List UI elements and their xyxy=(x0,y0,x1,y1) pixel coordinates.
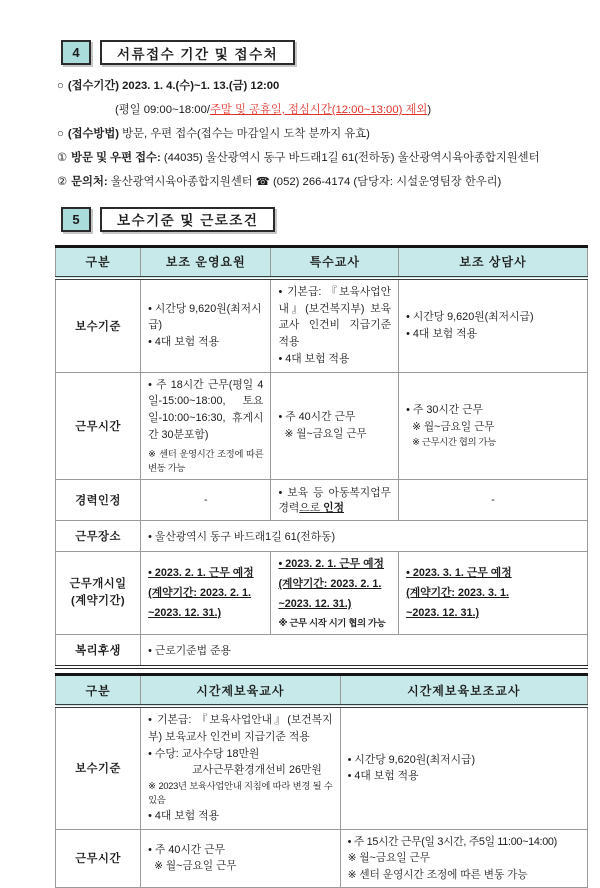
section-5-title: 보수기준 및 근로조건 xyxy=(100,207,275,232)
row-label-working-hours: 근무시간 xyxy=(56,372,141,480)
cell-hours-parttime-assistant: • 주 15시간 근무(일 3시간, 주5일 11:00~14:00) ※ 월~금요일 근무 ※ 센터 운영시간 조정에 따른 변동 가능 xyxy=(340,829,587,888)
col-header-parttime-teacher: 시간제보육교사 xyxy=(141,675,341,707)
contact-label: 문의처: xyxy=(71,175,108,188)
phone-icon: ☎ xyxy=(255,175,270,188)
reception-hours-line xyxy=(115,102,588,119)
row-label-workplace: 근무장소 xyxy=(56,521,141,552)
visit-mail-label: 방문 및 우편 접수: xyxy=(71,151,161,164)
cell-hours-counselor: • 주 30시간 근무 ※ 월~금요일 근무 ※ 근무시간 협의 가능 xyxy=(399,372,588,480)
cell-hours-operator: • 주 18시간 근무(평일 4일-15:00~18:00, 토요일-10:00~16:30, 휴게시간 30분포함) ※ 센터 운영시간 조정에 따른 변동 가능 xyxy=(141,372,271,480)
row-label-pay-standard: 보수기준 xyxy=(56,278,141,373)
cell-career-operator: - xyxy=(141,480,271,521)
reception-period-line xyxy=(57,78,588,95)
pay-conditions-table xyxy=(55,245,588,669)
col-header-special-teacher: 특수교사 xyxy=(271,246,399,278)
table-row xyxy=(56,635,588,668)
col-header-parttime-assistant-teacher: 시간제보육보조교사 xyxy=(340,675,587,707)
section-5-number-box: 5 xyxy=(61,207,91,232)
col-header-category: 구분 xyxy=(56,675,141,707)
cell-start-counselor: • 2023. 3. 1. 근무 예정 (계약기간: 2023. 3. 1. ~2023. 12. 31.) xyxy=(399,552,588,635)
table-row xyxy=(56,521,588,552)
visit-mail-address: (44035) 울산광역시 동구 바드래1길 61(전하동) 울산광역시육아종합지원센터 xyxy=(160,151,540,164)
section-4-body xyxy=(57,78,588,191)
closing-paren: ) xyxy=(427,103,432,116)
reception-method-text: 방문, 우편 접수(접수는 마감일시 도착 분까지 유효) xyxy=(119,127,370,140)
table-row xyxy=(56,372,588,480)
cell-pay-parttime-teacher: • 기본급: 『보육사업안내』(보건복지부) 보육교사 인건비 지급기준 적용 • 수당: 교사수당 18만원 교사근무환경개선비 26만원 ※ 2023년 보육사업안내 지침에 따라 변경 될 수 있음 • 4대 보험 적용 xyxy=(141,706,341,829)
section-4-number-box: 4 xyxy=(61,40,91,65)
circle-bullet-icon: ○ xyxy=(57,127,64,140)
table-row xyxy=(56,552,588,635)
row-label-start-date: 근무개시일 (계약기간) xyxy=(56,552,141,635)
cell-hours-parttime-teacher: • 주 40시간 근무 ※ 월~금요일 근무 xyxy=(141,829,341,888)
cell-pay-counselor: • 시간당 9,620원(최저시급) • 4대 보험 적용 xyxy=(399,278,588,373)
reception-method-line xyxy=(57,126,588,143)
cell-career-special-teacher: • 보육 등 아동복지업무경력으로 인정 xyxy=(271,480,399,521)
row-label-pay-standard: 보수기준 xyxy=(56,706,141,829)
col-header-assistant-operator: 보조 운영요원 xyxy=(141,246,271,278)
row-label-welfare: 복리후생 xyxy=(56,635,141,668)
numbered-bullet-1-icon: ① xyxy=(57,151,68,164)
numbered-bullet-2-icon: ② xyxy=(57,175,68,188)
cell-start-operator: • 2023. 2. 1. 근무 예정 (계약기간: 2023. 2. 1. ~2023. 12. 31.) xyxy=(141,552,271,635)
table-header-row xyxy=(56,675,588,707)
table-row xyxy=(56,829,588,888)
cell-welfare: • 근로기준법 준용 xyxy=(141,635,588,668)
cell-career-counselor: - xyxy=(399,480,588,521)
row-label-working-hours: 근무시간 xyxy=(56,829,141,888)
contact-line xyxy=(57,174,588,191)
section-4-header xyxy=(61,40,588,65)
col-header-assistant-counselor: 보조 상담사 xyxy=(399,246,588,278)
cell-pay-parttime-assistant: • 시간당 9,620원(최저시급) • 4대 보험 적용 xyxy=(340,706,587,829)
table-header-row xyxy=(56,246,588,278)
cell-pay-special-teacher: • 기본급: 『보육사업안내』(보건복지부) 보육교사 인건비 지급기준 적용 • 4대 보험 적용 xyxy=(271,278,399,373)
section-4-title: 서류접수 기간 및 접수처 xyxy=(100,40,295,65)
cell-workplace-address: • 울산광역시 동구 바드래1길 61(전하동) xyxy=(141,521,588,552)
reception-method-label: (접수방법) xyxy=(67,127,120,140)
table-row xyxy=(56,706,588,829)
contact-org: 울산광역시육아종합지원센터 xyxy=(107,175,256,188)
table-row xyxy=(56,278,588,373)
circle-bullet-icon: ○ xyxy=(57,80,64,92)
section-5-header xyxy=(61,207,588,232)
col-header-category: 구분 xyxy=(56,246,141,278)
cell-hours-special-teacher: • 주 40시간 근무 ※ 월~금요일 근무 xyxy=(271,372,399,480)
table-row xyxy=(56,480,588,521)
parttime-teacher-table xyxy=(55,673,588,888)
reception-period-text: (접수기간) 2023. 1. 4.(수)~1. 13.(금) 12:00 xyxy=(67,80,280,92)
contact-phone-number: (052) 266-4174 (담당자: 시설운영팀장 한우리) xyxy=(269,175,502,188)
cell-start-special-teacher: • 2023. 2. 1. 근무 예정 (계약기간: 2023. 2. 1. ~2023. 12. 31.) ※ 근무 시작 시기 협의 가능 xyxy=(271,552,399,635)
weekday-hours-text: (평일 09:00~18:00/ xyxy=(115,103,211,116)
row-label-career-recognition: 경력인정 xyxy=(56,480,141,521)
visit-mail-address-line xyxy=(57,150,588,167)
excluded-hours-text: 주말 및 공휴일, 점심시간(12:00~13:00) 제외 xyxy=(210,103,428,116)
cell-pay-operator: • 시간당 9,620원(최저시급) • 4대 보험 적용 xyxy=(141,278,271,373)
